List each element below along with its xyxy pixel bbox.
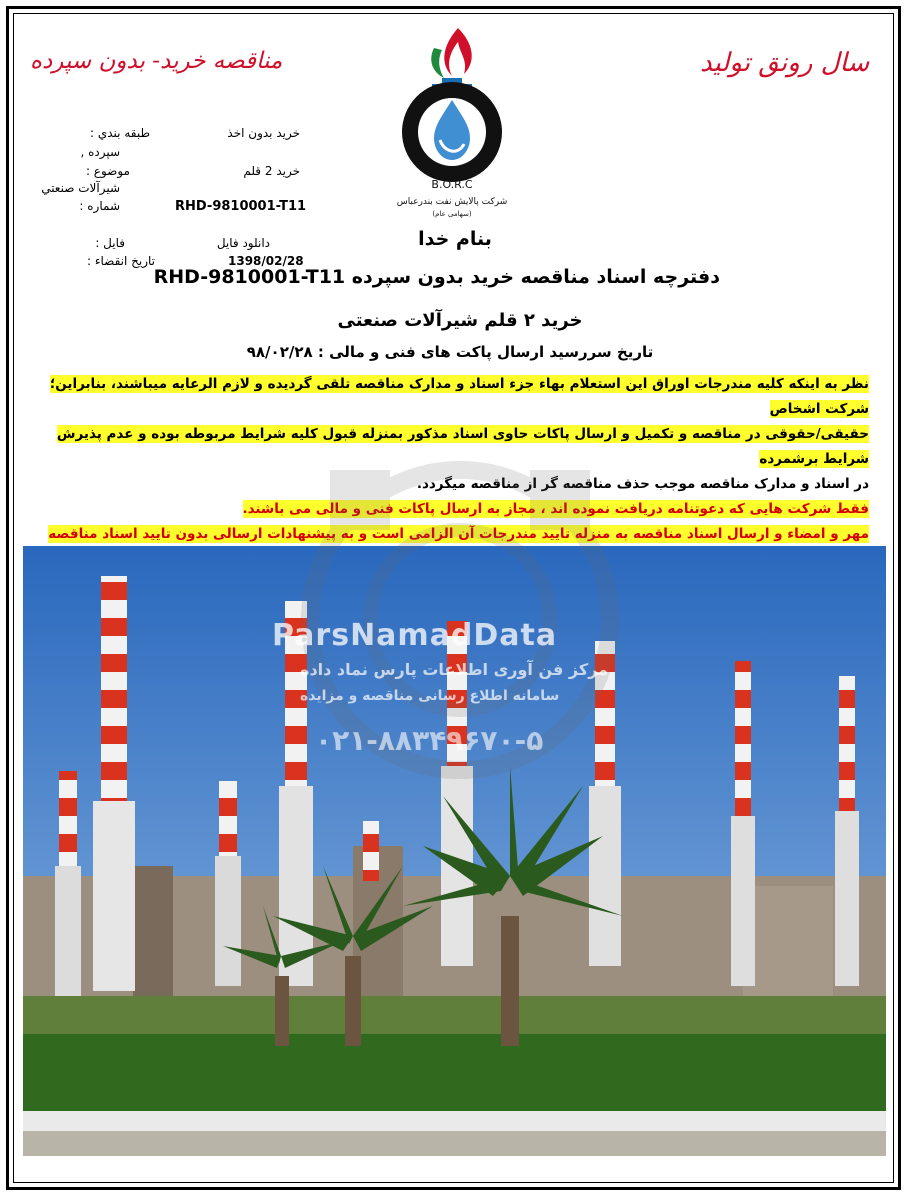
tender-type-slogan: مناقصه خرید- بدون سپرده [30, 48, 283, 74]
download-file-link[interactable]: دانلود فايل [216, 236, 270, 250]
subject-value-2: شيرآلات صنعتي [41, 181, 120, 195]
category-value-2: سپرده , [80, 145, 120, 159]
year-slogan: سال رونق تولید [700, 48, 870, 78]
logo-letters: B.O.R.C [431, 178, 473, 191]
watermark-line-2: سامانه اطلاع رسانی مناقصه و مزایده [300, 688, 560, 704]
watermark-brand: ParsNamadData [272, 618, 558, 653]
watermark-line-1: مرکز فن آوری اطلاعات پارس نماد داده [300, 660, 609, 679]
logo-subtitle: (سهامی عام) [432, 210, 472, 218]
category-value: خريد بدون اخذ [227, 126, 300, 140]
document-title: دفترچه اسناد مناقصه خرید بدون سپرده RHD-9810001-T11 [153, 266, 720, 288]
subject-value: خريد 2 قلم [243, 164, 300, 178]
notice-seal-sign-1: مهر و امضاء و ارسال اسناد مناقصه به منزله تایید مندرجات آن الزامی است و به پیشنهادات ارسالی بدون تایید اسناد مناقصه [48, 525, 869, 568]
file-label: فايل : [95, 236, 125, 250]
submission-deadline: تاریخ سررسید ارسال پاکت های فنی و مالی : ۹۸/۰۲/۲۸ [246, 343, 654, 361]
company-logo [372, 20, 532, 220]
watermark-phone: ۰۲۱-۸۸۳۴۹۶۷۰-۵ [315, 724, 544, 757]
document-subtitle: خرید ۲ قلم شیرآلات صنعتی [337, 310, 583, 331]
notice-line-3: در اسناد و مدارک مناقصه موجب حذف مناقصه گر از مناقصه میگردد. [416, 476, 869, 492]
category-label: طبقه بندي : [90, 126, 150, 140]
borc-logo-icon [372, 20, 532, 220]
notice-line-1: نظر به اینکه کلیه مندرجات اوراق این استعلام بهاء جزء اسناد و مدارک مناقصه تلقی گردیده و لازم الرعایه میباشند، بنابراین؛ شرکت اشخاص [49, 376, 869, 417]
tender-number: RHD-9810001-T11 [175, 199, 307, 214]
expiry-date: 1398/02/28 [228, 254, 304, 268]
number-label: شماره : [79, 199, 120, 213]
logo-company: شرکت پالایش نفت بندرعباس [396, 197, 508, 207]
notice-invited-only: فقط شرکت هایی که دعوتنامه دریافت نموده اند ، مجاز به ارسال پاکات فنی و مالی می باشند. [242, 501, 869, 517]
expiry-label: تاريخ انقضاء : [87, 254, 155, 268]
notice-line-2: حقیقی/حقوقی در مناقصه و تکمیل و ارسال پاکات حاوی اسناد مذکور بمنزله قبول کلیه شرایط مربوطه بوده و عدم پذیرش شرایط برشمرده [56, 426, 869, 467]
subject-label: موضوع : [85, 164, 130, 178]
bismillah: بنام خدا [418, 228, 492, 250]
